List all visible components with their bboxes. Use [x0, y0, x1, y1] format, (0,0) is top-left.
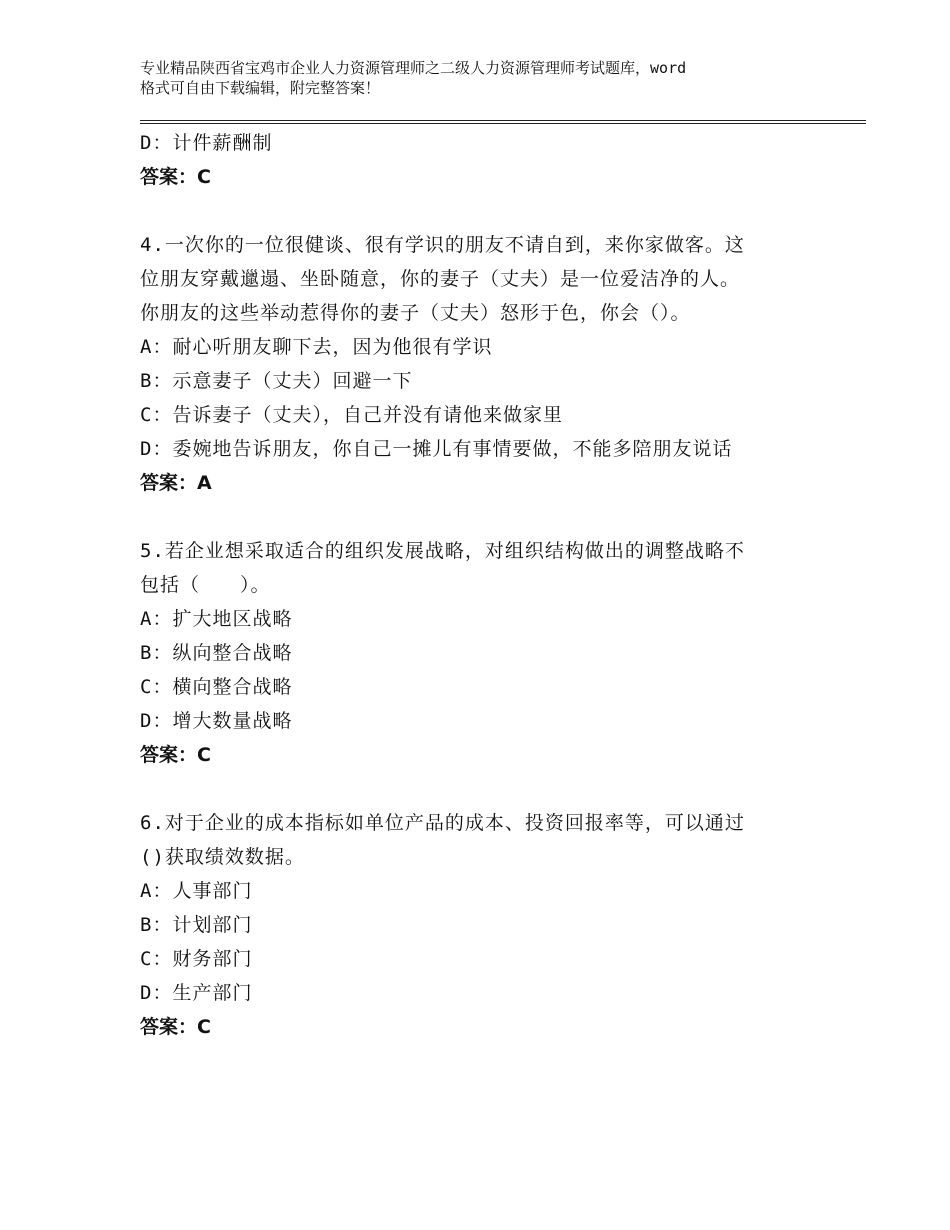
question-stem-line: 4.一次你的一位很健谈、很有学识的朋友不请自到，来你家做客。这 — [140, 234, 745, 256]
header-divider-top — [140, 120, 866, 121]
answer-line: 答案：C — [140, 166, 211, 188]
question-5 — [140, 534, 840, 772]
header-divider-bottom — [140, 123, 866, 124]
question-4 — [140, 228, 840, 500]
answer-line: 答案：C — [140, 1016, 211, 1038]
spacer — [140, 772, 840, 806]
question-stem-line: 包括（ ）。 — [140, 574, 271, 596]
option-c: C：横向整合战略 — [140, 676, 293, 698]
option-c: C：告诉妻子（丈夫），自己并没有请他来做家里 — [140, 404, 563, 426]
question-list — [140, 126, 840, 1044]
answer-line: 答案：C — [140, 744, 211, 766]
option-a: A：人事部门 — [140, 880, 253, 902]
question-6 — [140, 806, 840, 1044]
document-header — [140, 58, 840, 98]
option-d: D：计件薪酬制 — [140, 132, 273, 154]
option-c: C：财务部门 — [140, 948, 253, 970]
option-a: A：扩大地区战略 — [140, 608, 293, 630]
option-d: D：委婉地告诉朋友，你自己一摊儿有事情要做，不能多陪朋友说话 — [140, 438, 733, 460]
option-a: A：耐心听朋友聊下去，因为他很有学识 — [140, 336, 493, 358]
option-b: B：计划部门 — [140, 914, 253, 936]
header-title-line-2: 格式可自由下载编辑，附完整答案！ — [140, 79, 381, 97]
question-stem-line: 6.对于企业的成本指标如单位产品的成本、投资回报率等，可以通过 — [140, 812, 745, 834]
question-stem-line: 5.若企业想采取适合的组织发展战略，对组织结构做出的调整战略不 — [140, 540, 745, 562]
answer-line: 答案：A — [140, 472, 212, 494]
option-b: B：纵向整合战略 — [140, 642, 293, 664]
option-b: B：示意妻子（丈夫）回避一下 — [140, 370, 413, 392]
question-stem-line: 位朋友穿戴邋遢、坐卧随意，你的妻子（丈夫）是一位爱洁净的人。 — [140, 268, 741, 290]
option-d: D：增大数量战略 — [140, 710, 293, 732]
spacer — [140, 194, 840, 228]
header-title-line-1: 专业精品陕西省宝鸡市企业人力资源管理师之二级人力资源管理师考试题库，word — [140, 59, 687, 77]
question-stem-line: 你朋友的这些举动惹得你的妻子（丈夫）怒形于色，你会（）。 — [140, 302, 691, 324]
spacer — [140, 500, 840, 534]
previous-question-tail — [140, 126, 840, 194]
option-d: D：生产部门 — [140, 982, 253, 1004]
question-stem-line: ()获取绩效数据。 — [140, 846, 305, 868]
